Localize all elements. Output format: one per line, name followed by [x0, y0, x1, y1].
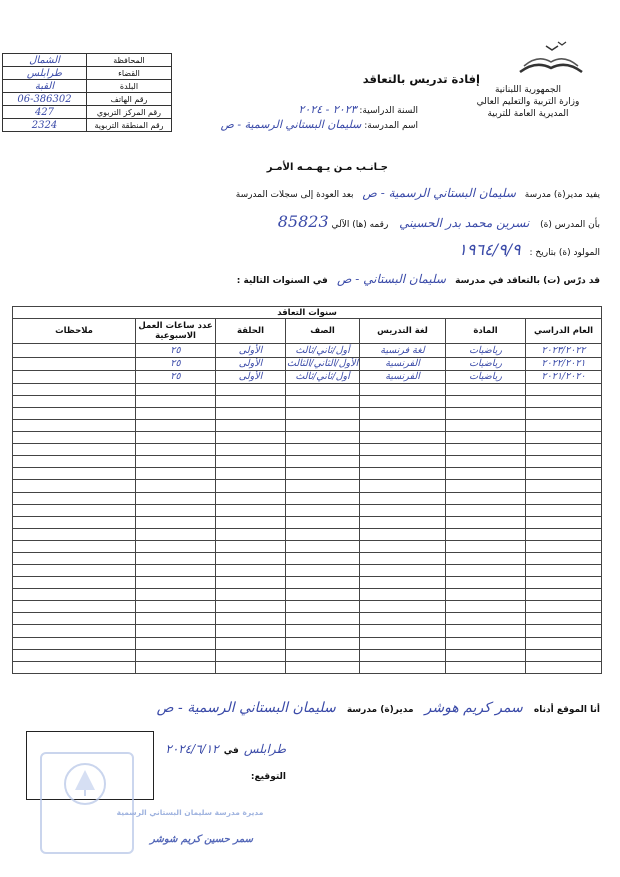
empty-cell — [216, 408, 286, 420]
place-value: طرابلس — [243, 742, 286, 756]
statement-line-1 — [236, 186, 600, 200]
info-row — [3, 106, 172, 119]
empty-cell — [526, 552, 602, 564]
empty-cell — [286, 395, 360, 407]
empty-cell — [13, 516, 136, 528]
empty-cell — [216, 637, 286, 649]
empty-cell — [136, 601, 216, 613]
empty-row — [13, 637, 602, 649]
table-cell — [13, 344, 136, 357]
empty-row — [13, 528, 602, 540]
empty-cell — [526, 625, 602, 637]
empty-cell — [13, 601, 136, 613]
empty-cell — [446, 540, 526, 552]
school-year-value: ٢٠٢٣ - ٢٠٢٤ — [298, 103, 357, 116]
empty-cell — [136, 420, 216, 432]
school-year-label: السنة الدراسية: — [359, 106, 418, 116]
info-row — [3, 67, 172, 80]
empty-cell — [526, 577, 602, 589]
group-title: سنوات التعاقد — [13, 307, 602, 319]
statement-1-post: بعد العودة إلى سجلات المدرسة — [235, 190, 354, 200]
empty-cell — [360, 601, 446, 613]
empty-cell — [526, 613, 602, 625]
empty-cell — [216, 383, 286, 395]
empty-cell — [526, 456, 602, 468]
empty-cell — [286, 504, 360, 516]
empty-cell — [360, 383, 446, 395]
empty-cell — [360, 504, 446, 516]
info-value: طرابلس — [3, 67, 87, 80]
empty-cell — [216, 504, 286, 516]
info-label: المحافظة — [86, 54, 171, 67]
empty-cell — [136, 637, 216, 649]
statement-2-mid: رقمه (ها) الآلي — [331, 220, 389, 230]
empty-cell — [286, 432, 360, 444]
empty-cell — [136, 565, 216, 577]
empty-cell — [360, 637, 446, 649]
empty-cell — [216, 456, 286, 468]
info-value: 427 — [3, 106, 87, 119]
empty-cell — [216, 492, 286, 504]
empty-cell — [216, 661, 286, 673]
empty-cell — [286, 625, 360, 637]
empty-cell — [286, 649, 360, 661]
statement-4-pre: قد درّس (ت) بالتعاقد في مدرسة — [455, 276, 600, 286]
official-stamp — [40, 752, 134, 854]
empty-cell — [446, 625, 526, 637]
info-row — [3, 119, 172, 132]
empty-cell — [216, 432, 286, 444]
empty-cell — [216, 516, 286, 528]
empty-cell — [286, 565, 360, 577]
table-cell: رياضيات — [446, 357, 526, 370]
statement-line-4 — [237, 272, 600, 286]
empty-cell — [136, 383, 216, 395]
empty-cell — [13, 577, 136, 589]
empty-cell — [136, 552, 216, 564]
empty-cell — [286, 444, 360, 456]
empty-row — [13, 492, 602, 504]
empty-cell — [360, 613, 446, 625]
statement-2-pre: بأن المدرس (ة) — [540, 220, 600, 230]
empty-cell — [13, 625, 136, 637]
empty-cell — [526, 504, 602, 516]
empty-cell — [286, 528, 360, 540]
empty-cell — [446, 516, 526, 528]
empty-row — [13, 577, 602, 589]
ministry-logo-icon — [516, 38, 586, 80]
empty-cell — [13, 420, 136, 432]
column-header: المادة — [446, 319, 526, 344]
empty-cell — [216, 552, 286, 564]
document-title: إفادة تدريس بالتعاقد — [362, 72, 480, 86]
empty-cell — [216, 649, 286, 661]
empty-cell — [286, 408, 360, 420]
director-label: مدير(ة) مدرسة — [346, 705, 414, 715]
statement-3-pre: المولود (ة) بتاريخ : — [529, 248, 600, 258]
empty-cell — [13, 589, 136, 601]
empty-row — [13, 504, 602, 516]
column-header: عدد ساعات العمل الاسبوعية — [136, 319, 216, 344]
empty-row — [13, 395, 602, 407]
empty-cell — [526, 528, 602, 540]
info-row — [3, 54, 172, 67]
empty-cell — [526, 408, 602, 420]
empty-cell — [136, 504, 216, 516]
info-label: رقم المنطقة التربوية — [86, 119, 171, 132]
empty-cell — [446, 480, 526, 492]
table-cell: ٢٥ — [136, 370, 216, 383]
republic-text: الجمهورية اللبنانية — [494, 85, 562, 95]
signer-line — [149, 700, 600, 716]
teacher-number: 85823 — [277, 212, 329, 231]
empty-row — [13, 552, 602, 564]
table-cell: الأولى — [216, 344, 286, 357]
empty-cell — [286, 613, 360, 625]
empty-cell — [360, 565, 446, 577]
info-label: القضاء — [86, 67, 171, 80]
empty-cell — [136, 661, 216, 673]
empty-cell — [286, 420, 360, 432]
empty-row — [13, 649, 602, 661]
empty-cell — [216, 528, 286, 540]
table-cell: أول/ثاني/ثالث — [286, 344, 360, 357]
info-value: القبة — [3, 80, 87, 93]
empty-cell — [360, 432, 446, 444]
empty-cell — [526, 420, 602, 432]
empty-cell — [136, 589, 216, 601]
statement-line-3 — [452, 240, 600, 259]
empty-cell — [13, 552, 136, 564]
table-cell: الفرنسية — [360, 357, 446, 370]
empty-cell — [216, 540, 286, 552]
table-cell: الأولى — [216, 370, 286, 383]
empty-cell — [13, 540, 136, 552]
empty-cell — [526, 589, 602, 601]
empty-cell — [526, 492, 602, 504]
header-row — [13, 319, 602, 344]
cedar-seal-icon — [42, 754, 128, 848]
empty-cell — [446, 420, 526, 432]
empty-cell — [446, 492, 526, 504]
table-row — [13, 344, 602, 357]
empty-cell — [13, 661, 136, 673]
empty-cell — [13, 613, 136, 625]
table-row — [13, 370, 602, 383]
column-header: لغة التدريس — [360, 319, 446, 344]
empty-cell — [13, 649, 136, 661]
empty-cell — [526, 444, 602, 456]
empty-cell — [286, 637, 360, 649]
empty-cell — [216, 395, 286, 407]
table-cell: ٢٠٢٣/٢٠٢٢ — [526, 344, 602, 357]
empty-cell — [360, 492, 446, 504]
school-year-line — [299, 103, 418, 116]
empty-cell — [446, 601, 526, 613]
date-label: في — [223, 746, 239, 756]
column-header: العام الدراسي — [526, 319, 602, 344]
info-value: 06-386302 — [3, 93, 87, 106]
column-header: الحلقة — [216, 319, 286, 344]
empty-cell — [360, 528, 446, 540]
empty-cell — [446, 456, 526, 468]
table-cell: رياضيات — [446, 370, 526, 383]
empty-cell — [360, 649, 446, 661]
empty-cell — [286, 661, 360, 673]
empty-cell — [446, 613, 526, 625]
empty-cell — [136, 625, 216, 637]
ministry-header — [468, 84, 588, 120]
empty-cell — [13, 528, 136, 540]
empty-cell — [360, 577, 446, 589]
empty-cell — [286, 492, 360, 504]
empty-row — [13, 468, 602, 480]
empty-cell — [136, 432, 216, 444]
empty-row — [13, 589, 602, 601]
empty-cell — [13, 504, 136, 516]
empty-cell — [526, 383, 602, 395]
empty-cell — [446, 552, 526, 564]
empty-cell — [446, 395, 526, 407]
empty-cell — [526, 601, 602, 613]
empty-cell — [216, 565, 286, 577]
empty-cell — [446, 468, 526, 480]
empty-cell — [360, 661, 446, 673]
empty-cell — [360, 444, 446, 456]
location-info-table — [2, 53, 172, 132]
statement-1-school: سليمان البستاني الرسمية - ص — [362, 186, 516, 200]
table-cell: لغة فرنسية — [360, 344, 446, 357]
info-row — [3, 80, 172, 93]
empty-cell — [136, 444, 216, 456]
column-header: ملاحظات — [13, 319, 136, 344]
empty-cell — [360, 552, 446, 564]
empty-row — [13, 480, 602, 492]
empty-cell — [446, 577, 526, 589]
empty-cell — [526, 565, 602, 577]
table-cell: الفرنسية — [360, 370, 446, 383]
statement-1-pre: يفيد مدير(ة) مدرسة — [524, 190, 600, 200]
empty-cell — [136, 577, 216, 589]
empty-cell — [446, 383, 526, 395]
empty-cell — [446, 637, 526, 649]
empty-cell — [286, 480, 360, 492]
table-cell: ٢٠٢٢/٢٠٢١ — [526, 357, 602, 370]
empty-cell — [13, 456, 136, 468]
table-cell: ٢٥ — [136, 344, 216, 357]
empty-cell — [446, 661, 526, 673]
empty-cell — [286, 552, 360, 564]
empty-cell — [136, 408, 216, 420]
empty-row — [13, 661, 602, 673]
empty-cell — [360, 408, 446, 420]
statement-4-school: سليمان البستاني - ص — [336, 272, 446, 286]
empty-row — [13, 444, 602, 456]
empty-cell — [526, 480, 602, 492]
empty-cell — [13, 444, 136, 456]
empty-cell — [446, 565, 526, 577]
table-cell: الأول/الثاني/الثالث — [286, 358, 359, 370]
table-row — [13, 357, 602, 370]
empty-cell — [13, 492, 136, 504]
empty-cell — [216, 613, 286, 625]
empty-cell — [286, 601, 360, 613]
empty-cell — [446, 504, 526, 516]
empty-cell — [360, 480, 446, 492]
empty-row — [13, 420, 602, 432]
empty-cell — [446, 408, 526, 420]
empty-row — [13, 516, 602, 528]
info-label: البلدة — [86, 80, 171, 93]
table-cell: رياضيات — [446, 344, 526, 357]
directorate-text: المديرية العامة للتربية — [487, 109, 569, 119]
empty-row — [13, 456, 602, 468]
empty-row — [13, 383, 602, 395]
empty-cell — [360, 468, 446, 480]
table-cell — [13, 370, 136, 383]
empty-row — [13, 601, 602, 613]
info-label: رقم المركز التربوي — [86, 106, 171, 119]
empty-cell — [136, 395, 216, 407]
empty-cell — [136, 613, 216, 625]
birth-date: ١٩٦٤/٩/٩ — [458, 240, 521, 259]
empty-cell — [526, 395, 602, 407]
empty-cell — [216, 468, 286, 480]
empty-cell — [216, 625, 286, 637]
empty-cell — [216, 420, 286, 432]
empty-cell — [526, 516, 602, 528]
column-header: الصف — [286, 319, 360, 344]
empty-cell — [286, 516, 360, 528]
empty-cell — [360, 625, 446, 637]
empty-cell — [136, 528, 216, 540]
empty-cell — [136, 468, 216, 480]
empty-cell — [136, 456, 216, 468]
stamp-text: مديرة مدرسة سليمان البستاني الرسمية — [116, 808, 264, 817]
empty-cell — [360, 395, 446, 407]
empty-cell — [446, 444, 526, 456]
empty-row — [13, 625, 602, 637]
empty-cell — [446, 649, 526, 661]
empty-cell — [216, 577, 286, 589]
empty-cell — [13, 432, 136, 444]
empty-cell — [360, 589, 446, 601]
group-title-row — [13, 307, 602, 319]
table-cell: ٢٠٢١/٢٠٢٠ — [526, 370, 602, 383]
empty-cell — [526, 637, 602, 649]
empty-cell — [286, 456, 360, 468]
empty-cell — [360, 516, 446, 528]
empty-cell — [13, 468, 136, 480]
empty-cell — [13, 395, 136, 407]
contract-years-table — [12, 306, 602, 674]
empty-cell — [13, 480, 136, 492]
empty-cell — [13, 565, 136, 577]
place-date-line — [165, 742, 286, 756]
empty-cell — [216, 480, 286, 492]
school-name-label: اسم المدرسة: — [364, 121, 418, 131]
empty-cell — [286, 577, 360, 589]
table-cell — [13, 357, 136, 370]
empty-cell — [360, 456, 446, 468]
empty-cell — [526, 661, 602, 673]
empty-cell — [446, 528, 526, 540]
info-row — [3, 93, 172, 106]
empty-cell — [216, 589, 286, 601]
empty-cell — [136, 516, 216, 528]
info-label: رقم الهاتف — [86, 93, 171, 106]
statement-4-post: في السنوات التالية : — [236, 276, 328, 286]
statement-line-2 — [278, 212, 600, 231]
empty-cell — [13, 637, 136, 649]
empty-cell — [136, 540, 216, 552]
signer-name: سمر كريم هوشر — [424, 700, 523, 716]
table-cell: الأولى — [216, 357, 286, 370]
empty-cell — [446, 589, 526, 601]
to-whom-heading: جـانـب مـن يـهـمـه الأمـر — [266, 162, 388, 173]
signature-label: التوقيع: — [250, 772, 286, 782]
signature-stamp: سمر حسين كريم شوشر — [150, 834, 254, 845]
empty-cell — [526, 649, 602, 661]
school-name-value: سليمان البستاني الرسمية - ص — [220, 118, 362, 131]
empty-cell — [216, 444, 286, 456]
empty-cell — [136, 492, 216, 504]
date-value: ٢٠٢٤/٦/١٢ — [165, 742, 219, 756]
school-name-line — [221, 118, 418, 131]
empty-cell — [286, 540, 360, 552]
table-cell: أول/ثاني/ثالث — [286, 370, 360, 383]
empty-row — [13, 540, 602, 552]
empty-row — [13, 432, 602, 444]
empty-cell — [136, 649, 216, 661]
empty-cell — [13, 408, 136, 420]
director-school: سليمان البستاني الرسمية - ص — [156, 700, 336, 716]
empty-cell — [360, 540, 446, 552]
empty-cell — [446, 432, 526, 444]
empty-cell — [286, 468, 360, 480]
empty-row — [13, 613, 602, 625]
signer-label: أنا الموقع أدناه — [533, 705, 600, 715]
empty-cell — [526, 540, 602, 552]
empty-row — [13, 408, 602, 420]
empty-cell — [286, 383, 360, 395]
empty-cell — [526, 468, 602, 480]
empty-cell — [136, 480, 216, 492]
empty-cell — [526, 432, 602, 444]
empty-row — [13, 565, 602, 577]
info-value: الشمال — [3, 54, 87, 67]
table-cell: ٢٥ — [136, 357, 216, 370]
empty-cell — [360, 420, 446, 432]
empty-cell — [216, 601, 286, 613]
teacher-name: نسرين محمد بدر الحسيني — [399, 216, 530, 230]
info-value: 2324 — [3, 119, 87, 132]
empty-cell — [286, 589, 360, 601]
ministry-text: وزارة التربية والتعليم العالي — [476, 97, 580, 107]
empty-cell — [13, 383, 136, 395]
